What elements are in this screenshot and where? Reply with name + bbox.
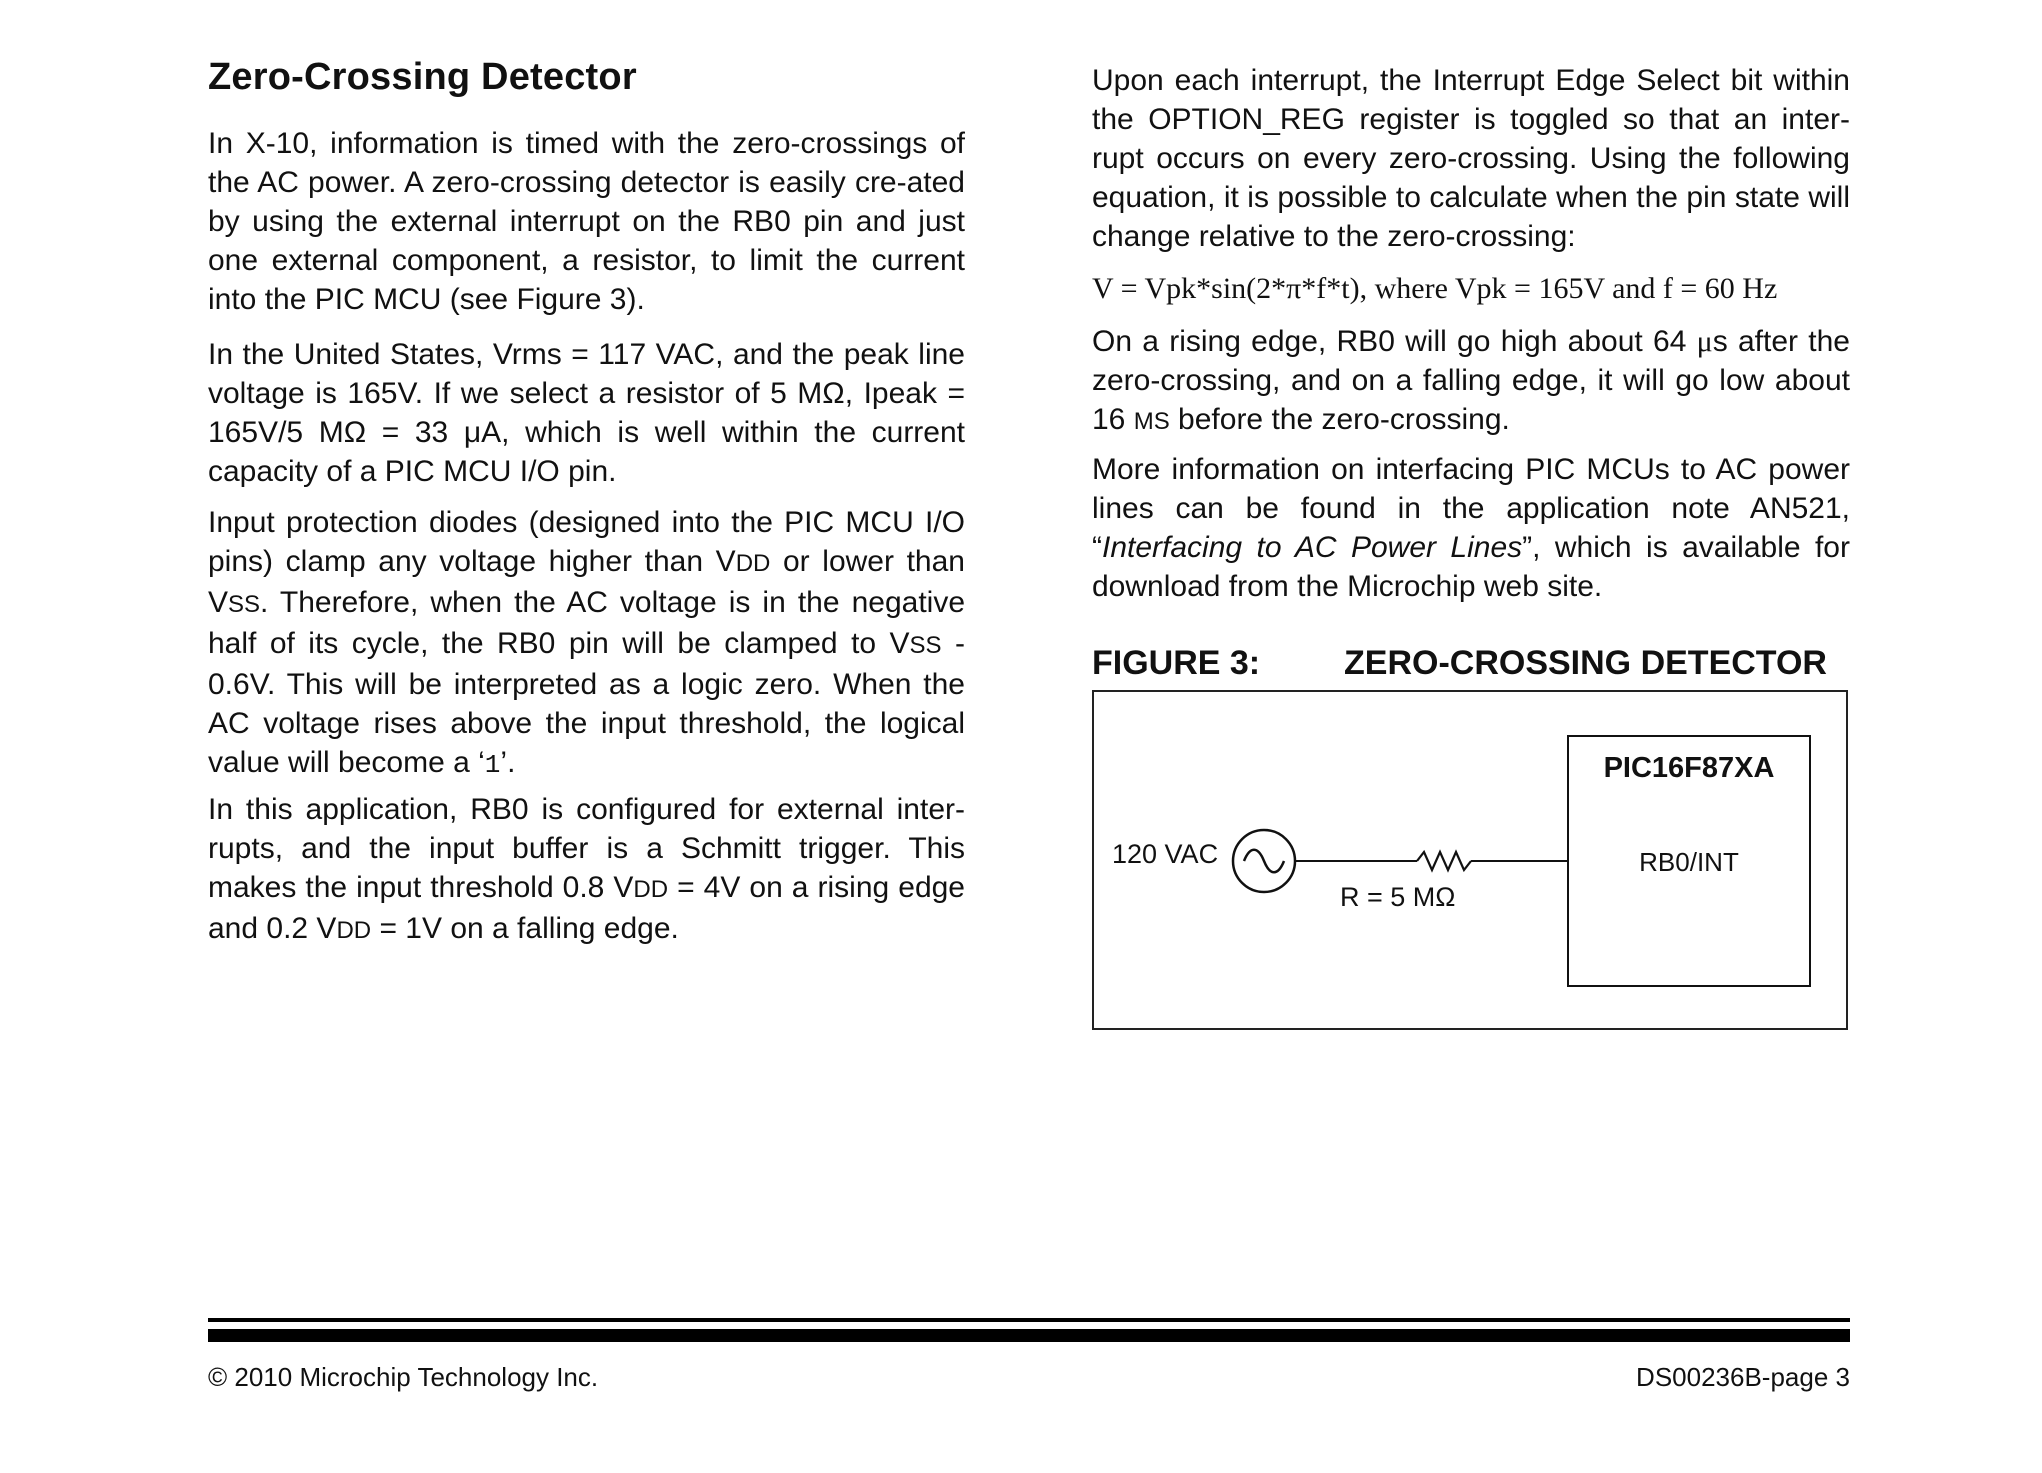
resistor-label: R = 5 MΩ bbox=[1340, 882, 1456, 912]
section-title: Zero-Crossing Detector bbox=[208, 56, 637, 98]
right-paragraph-3: More information on interfacing PIC MCUs to AC power lines can be found in the application note AN521, “Interfacing to AC Power Lines”, which is available for download from the Microchip web site. bbox=[1092, 453, 1850, 603]
footer-rule-thick bbox=[208, 1329, 1850, 1342]
chip-name: PIC16F87XA bbox=[1603, 752, 1775, 784]
figure-title: ZERO-CROSSING DETECTOR bbox=[1344, 644, 1827, 682]
left-paragraph-4: In this application, RB0 is configured for external inter-rupts, and the input buffer is a Schmitt trigger. This makes the input threshold 0.8 VDD = 4V on a rising edge and 0.2 VDD = 1V on a falling edge. bbox=[208, 793, 965, 945]
footer-copyright: © 2010 Microchip Technology Inc. bbox=[208, 1362, 599, 1392]
resistor-icon bbox=[1417, 852, 1471, 870]
equation: V = Vpk*sin(2*π*f*t), where Vpk = 165V and f = 60 Hz bbox=[1092, 272, 1778, 305]
figure-number: FIGURE 3: bbox=[1092, 644, 1261, 682]
sine-wave-icon bbox=[1244, 850, 1284, 873]
figure-caption bbox=[1092, 644, 1827, 683]
pin-label: RB0/INT bbox=[1639, 847, 1739, 877]
right-paragraph-1: Upon each interrupt, the Interrupt Edge Select bit within the OPTION_REG register is toggled so that an inter-rupt occurs on every zero-crossing. Using the following equation, it is possible to calculate when the pin state will change relative to the zero-crossing: bbox=[1092, 64, 1850, 253]
ac-source-label: 120 VAC bbox=[1112, 839, 1219, 869]
footer-rule-thin bbox=[208, 1318, 1850, 1322]
figure-circuit-diagram bbox=[1092, 690, 1848, 1030]
left-paragraph-2: In the United States, Vrms = 117 VAC, and the peak line voltage is 165V. If we select a resistor of 5 MΩ, Ipeak = 165V/5 MΩ = 33 μA, which is well within the current capacity of a PIC MCU I/O pin. bbox=[208, 338, 965, 488]
circuit-svg bbox=[1094, 692, 1850, 1032]
left-paragraph-3: Input protection diodes (designed into the PIC MCU I/O pins) clamp any voltage higher than VDD or lower than VSS. Therefore, when the AC voltage is in the negative half of its cycle, the RB0 pin will be clamped to VSS - 0.6V. This will be interpreted as a logic zero. When the AC voltage rises above the input threshold, the logical value will become a ‘1’. bbox=[208, 506, 965, 780]
right-paragraph-2: On a rising edge, RB0 will go high about 64 μs after the zero-crossing, and on a falling edge, it will go low about 16 MS before the zero-crossing. bbox=[1092, 325, 1850, 436]
left-paragraph-1: In X-10, information is timed with the zero-crossings of the AC power. A zero-crossing detector is easily cre-ated by using the external interrupt on the RB0 pin and just one external component, a resistor, to limit the current into the PIC MCU (see Figure 3). bbox=[208, 127, 965, 316]
footer-page-number: DS00236B-page 3 bbox=[1636, 1362, 1850, 1392]
